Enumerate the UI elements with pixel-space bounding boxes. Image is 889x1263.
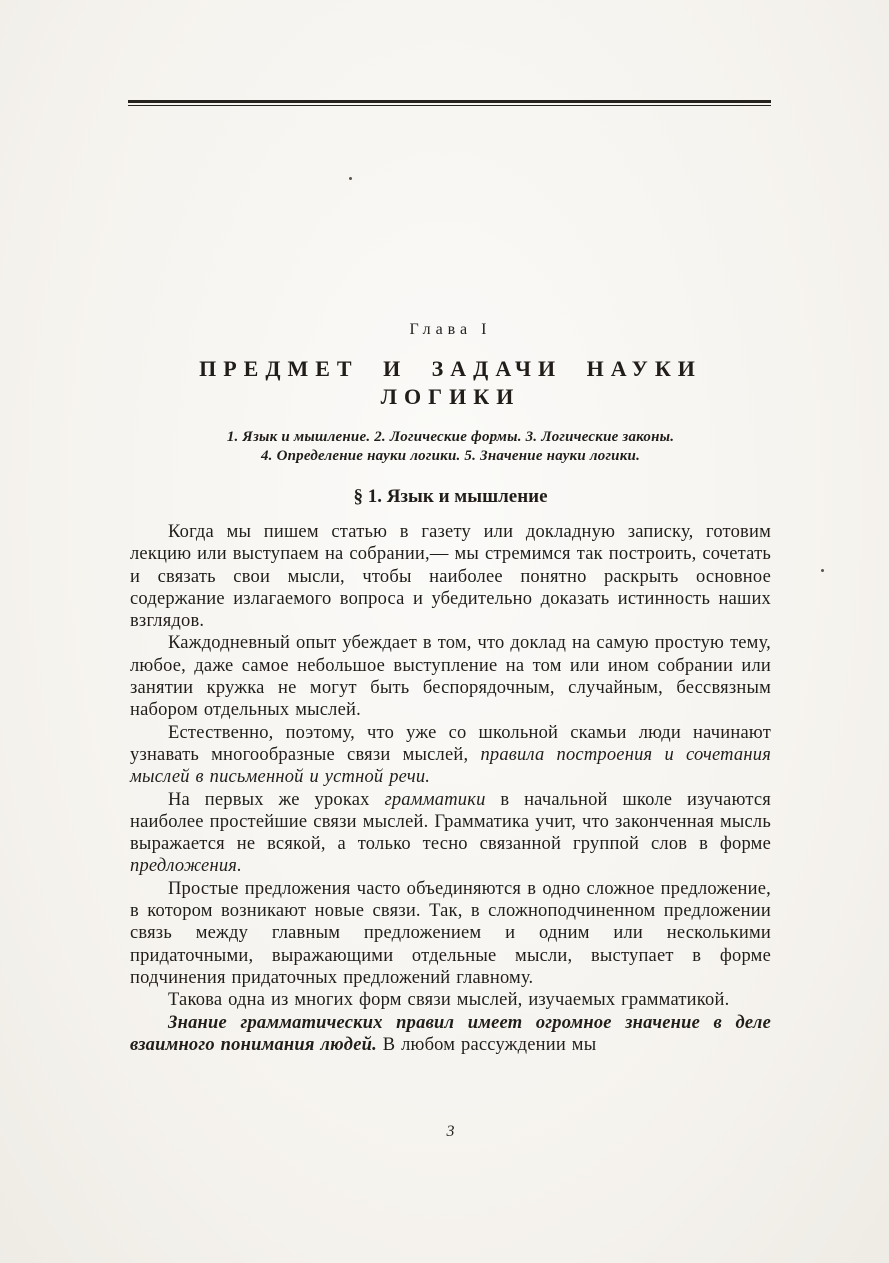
page-number: 3 xyxy=(446,1123,455,1140)
chapter-title-line1: ПРЕДМЕТ И ЗАДАЧИ НАУКИ xyxy=(199,356,702,381)
chapter-title xyxy=(130,355,771,411)
text-run: Такова одна из многих форм связи мыслей, изучаемых грамматикой. xyxy=(168,990,730,1011)
text-run: Когда мы пишем статью в газету или докладную записку, готовим лекцию или выступаем на собрании,— мы стремимся так построить, сочетать и связать свои мысли, чтобы наиболее понятно раскрыть основное содержание излагаемого вопроса и убедительно доказать истинность наших взглядов. xyxy=(130,522,771,632)
paragraph xyxy=(130,722,771,789)
chapter-contents-line1: 1. Язык и мышление. 2. Логические формы. 3. Логические законы. xyxy=(226,429,675,445)
text-run: На первых же уроках xyxy=(168,789,385,810)
text-run: грамматики xyxy=(384,789,486,810)
scan-speck xyxy=(821,569,824,572)
chapter-label: Глава I xyxy=(409,321,492,338)
section-heading: § 1. Язык и мышление xyxy=(353,486,548,507)
paragraph xyxy=(130,632,771,721)
paragraph xyxy=(130,1012,771,1057)
text-run: в начальной школе изучаются наиболее простейшие связи мыслей. Грамматика учит, что законченная мысль выражается не всякой, а только тесно связанной группой слов в форме xyxy=(130,789,771,855)
chapter-contents xyxy=(130,428,771,466)
paragraph xyxy=(130,521,771,632)
book-page xyxy=(130,321,771,1056)
chapter-title-line2: ЛОГИКИ xyxy=(380,384,521,409)
body-text xyxy=(130,521,771,1056)
paragraph xyxy=(130,789,771,878)
text-run: Естественно, поэтому, что уже со школьной скамьи люди начинают узнавать многообразные связи мыслей, xyxy=(130,722,771,765)
chapter-contents-line2: 4. Определение науки логики. 5. Значение науки логики. xyxy=(260,448,641,464)
top-rule xyxy=(128,100,771,106)
text-run: предложения. xyxy=(130,856,242,877)
text-run: правила построения и сочетания мыслей в письменной и устной речи. xyxy=(130,744,772,788)
scan-speck xyxy=(349,177,352,180)
text-run: Каждодневный опыт убеждает в том, что доклад на самую простую тему, любое, даже самое небольшое выступление на том или ином собрании или занятии кружка не могут быть беспорядочным, случайным, бессвязным набором отдельных мыслей. xyxy=(130,633,771,721)
paragraph xyxy=(130,878,771,989)
text-run: Простые предложения часто объединяются в одно сложное предложение, в котором возникают новые связи. Так, в сложноподчиненном предложении связь между главным предложением и одним или несколькими придаточными, выражающими отдельные мысли, выступает в форме подчинения придаточных предложений главному. xyxy=(130,878,771,988)
paragraph xyxy=(130,989,771,1011)
text-run: Знание грамматических правил имеет огромное значение в деле взаимного понимания людей. xyxy=(130,1012,771,1055)
text-run: В любом рассуждении мы xyxy=(376,1034,597,1055)
